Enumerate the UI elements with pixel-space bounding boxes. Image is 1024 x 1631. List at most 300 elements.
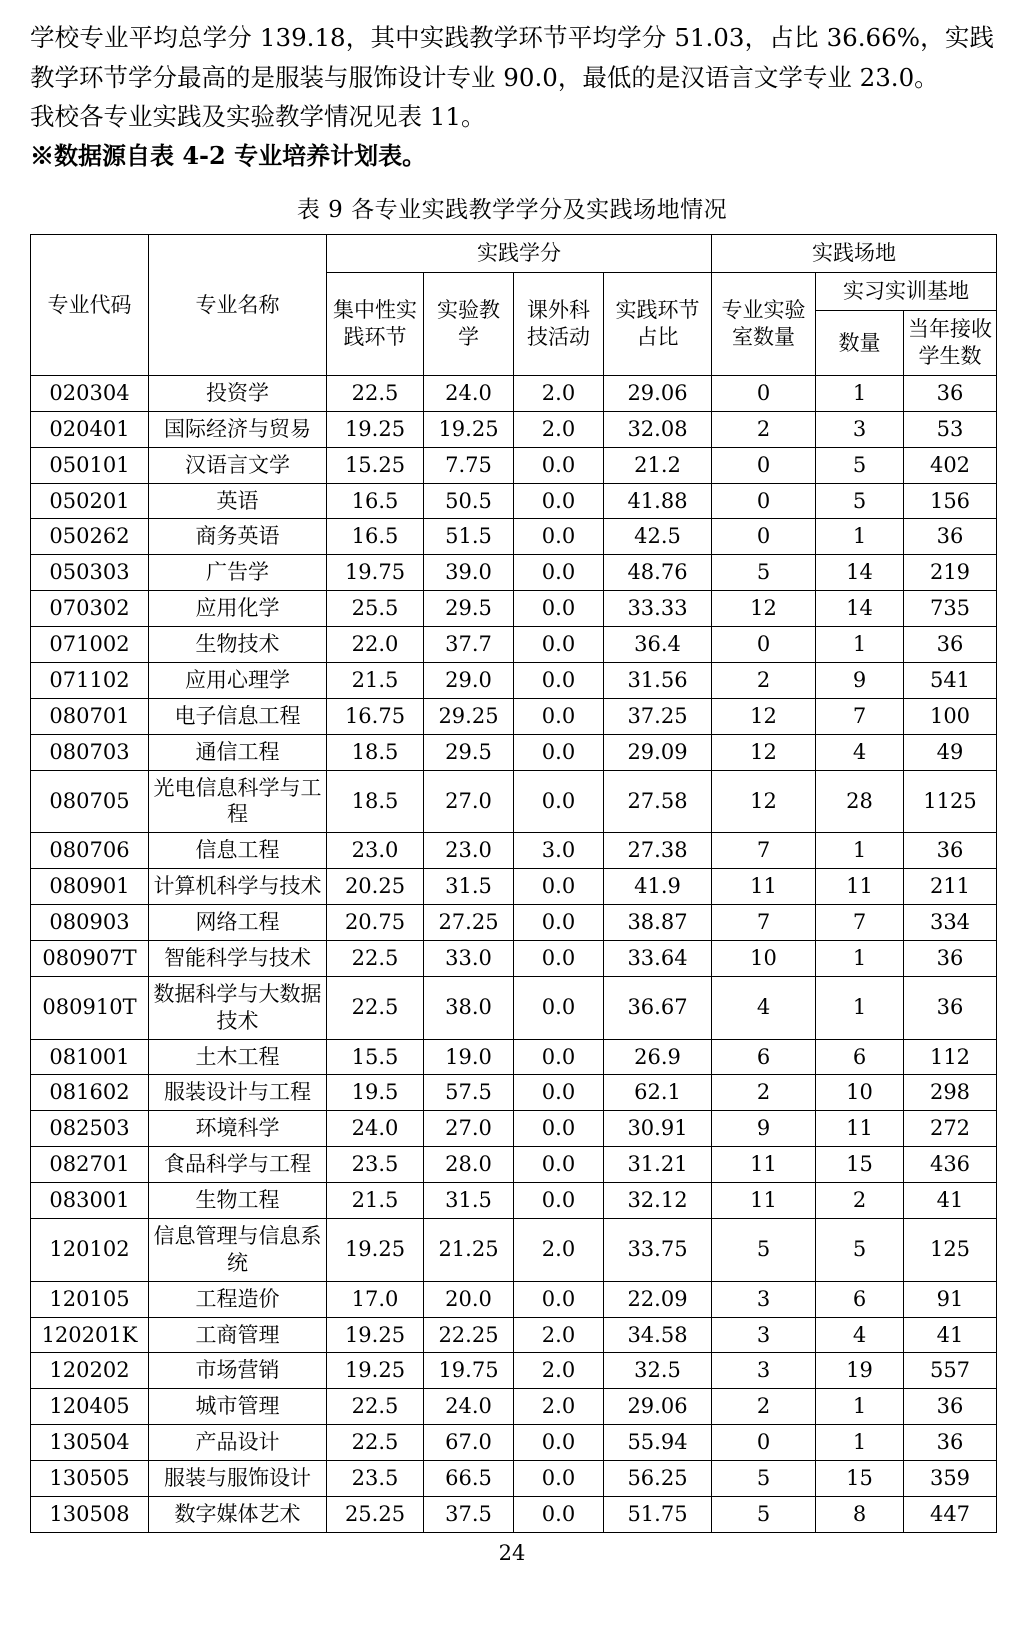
cell-concentrated: 25.5 (327, 591, 424, 627)
cell-extracurricular: 0.0 (514, 627, 604, 663)
header-concentrated: 集中性实践环节 (327, 273, 424, 376)
cell-extracurricular: 0.0 (514, 1496, 604, 1532)
cell-code: 071002 (31, 627, 149, 663)
table-row (31, 770, 997, 833)
cell-name: 电子信息工程 (149, 698, 327, 734)
header-group-practice-venue: 实践场地 (712, 235, 997, 273)
cell-ratio: 29.06 (604, 375, 712, 411)
cell-name: 服装设计与工程 (149, 1075, 327, 1111)
table-row (31, 1147, 997, 1183)
cell-code: 130508 (31, 1496, 149, 1532)
cell-code: 082701 (31, 1147, 149, 1183)
cell-extracurricular: 0.0 (514, 483, 604, 519)
cell-concentrated: 24.0 (327, 1111, 424, 1147)
cell-concentrated: 16.5 (327, 519, 424, 555)
cell-lab-count: 5 (712, 1461, 816, 1497)
cell-code: 080907T (31, 940, 149, 976)
header-lab-count: 专业实验室数量 (712, 273, 816, 376)
cell-base-count: 2 (816, 1183, 904, 1219)
cell-students: 91 (904, 1281, 997, 1317)
table-row (31, 375, 997, 411)
cell-name: 数字媒体艺术 (149, 1496, 327, 1532)
cell-concentrated: 22.0 (327, 627, 424, 663)
cell-name: 信息管理与信息系统 (149, 1218, 327, 1281)
table-row (31, 627, 997, 663)
cell-ratio: 62.1 (604, 1075, 712, 1111)
cell-base-count: 1 (816, 833, 904, 869)
cell-experiment: 31.5 (424, 1183, 514, 1219)
cell-code: 080705 (31, 770, 149, 833)
cell-experiment: 20.0 (424, 1281, 514, 1317)
cell-code: 080903 (31, 905, 149, 941)
cell-concentrated: 25.25 (327, 1496, 424, 1532)
cell-lab-count: 12 (712, 770, 816, 833)
cell-code: 050303 (31, 555, 149, 591)
cell-experiment: 29.5 (424, 734, 514, 770)
cell-extracurricular: 0.0 (514, 447, 604, 483)
cell-name: 土木工程 (149, 1039, 327, 1075)
header-code: 专业代码 (31, 235, 149, 376)
cell-experiment: 24.0 (424, 375, 514, 411)
cell-lab-count: 5 (712, 1496, 816, 1532)
cell-extracurricular: 0.0 (514, 1183, 604, 1219)
cell-concentrated: 18.5 (327, 734, 424, 770)
cell-code: 081602 (31, 1075, 149, 1111)
cell-ratio: 33.64 (604, 940, 712, 976)
table-row (31, 1111, 997, 1147)
paragraph-summary: 学校专业平均总学分 139.18，其中实践教学环节平均学分 51.03，占比 36.66%，实践教学环节学分最高的是服装与服饰设计专业 90.0，最低的是汉语言文学专业 23.0。 (30, 23, 994, 92)
cell-students: 211 (904, 869, 997, 905)
cell-base-count: 6 (816, 1039, 904, 1075)
cell-students: 41 (904, 1317, 997, 1353)
cell-lab-count: 2 (712, 411, 816, 447)
cell-experiment: 24.0 (424, 1389, 514, 1425)
cell-students: 402 (904, 447, 997, 483)
cell-lab-count: 0 (712, 1425, 816, 1461)
cell-concentrated: 16.5 (327, 483, 424, 519)
cell-code: 120202 (31, 1353, 149, 1389)
cell-lab-count: 0 (712, 627, 816, 663)
cell-name: 计算机科学与技术 (149, 869, 327, 905)
cell-concentrated: 19.25 (327, 1317, 424, 1353)
cell-name: 应用化学 (149, 591, 327, 627)
cell-concentrated: 22.5 (327, 976, 424, 1039)
cell-name: 广告学 (149, 555, 327, 591)
cell-base-count: 5 (816, 483, 904, 519)
cell-experiment: 33.0 (424, 940, 514, 976)
cell-students: 334 (904, 905, 997, 941)
table-row (31, 1389, 997, 1425)
practice-teaching-table (30, 234, 997, 1532)
cell-ratio: 32.5 (604, 1353, 712, 1389)
cell-extracurricular: 0.0 (514, 770, 604, 833)
cell-experiment: 22.25 (424, 1317, 514, 1353)
cell-students: 41 (904, 1183, 997, 1219)
cell-ratio: 51.75 (604, 1496, 712, 1532)
cell-ratio: 31.56 (604, 662, 712, 698)
cell-experiment: 51.5 (424, 519, 514, 555)
cell-ratio: 22.09 (604, 1281, 712, 1317)
cell-base-count: 28 (816, 770, 904, 833)
cell-base-count: 6 (816, 1281, 904, 1317)
cell-concentrated: 16.75 (327, 698, 424, 734)
cell-code: 050201 (31, 483, 149, 519)
cell-concentrated: 19.25 (327, 1218, 424, 1281)
cell-base-count: 5 (816, 1218, 904, 1281)
cell-code: 020304 (31, 375, 149, 411)
cell-base-count: 14 (816, 555, 904, 591)
cell-students: 36 (904, 375, 997, 411)
cell-code: 120405 (31, 1389, 149, 1425)
cell-extracurricular: 0.0 (514, 976, 604, 1039)
cell-base-count: 14 (816, 591, 904, 627)
cell-base-count: 4 (816, 734, 904, 770)
cell-ratio: 41.9 (604, 869, 712, 905)
cell-ratio: 32.12 (604, 1183, 712, 1219)
cell-students: 36 (904, 627, 997, 663)
cell-name: 数据科学与大数据技术 (149, 976, 327, 1039)
cell-experiment: 27.0 (424, 770, 514, 833)
cell-code: 130505 (31, 1461, 149, 1497)
cell-concentrated: 19.25 (327, 1353, 424, 1389)
table-row (31, 734, 997, 770)
header-name: 专业名称 (149, 235, 327, 376)
table-row (31, 940, 997, 976)
cell-lab-count: 11 (712, 1183, 816, 1219)
header-extracurricular: 课外科技活动 (514, 273, 604, 376)
cell-students: 735 (904, 591, 997, 627)
table-row (31, 976, 997, 1039)
cell-name: 工商管理 (149, 1317, 327, 1353)
cell-extracurricular: 0.0 (514, 940, 604, 976)
cell-base-count: 1 (816, 940, 904, 976)
cell-experiment: 38.0 (424, 976, 514, 1039)
cell-experiment: 57.5 (424, 1075, 514, 1111)
cell-name: 工程造价 (149, 1281, 327, 1317)
cell-lab-count: 12 (712, 591, 816, 627)
cell-ratio: 56.25 (604, 1461, 712, 1497)
cell-lab-count: 12 (712, 698, 816, 734)
table-row (31, 411, 997, 447)
cell-name: 商务英语 (149, 519, 327, 555)
table-row (31, 1218, 997, 1281)
cell-students: 272 (904, 1111, 997, 1147)
cell-students: 219 (904, 555, 997, 591)
cell-experiment: 31.5 (424, 869, 514, 905)
cell-concentrated: 20.75 (327, 905, 424, 941)
cell-name: 食品科学与工程 (149, 1147, 327, 1183)
cell-extracurricular: 0.0 (514, 1281, 604, 1317)
cell-code: 080706 (31, 833, 149, 869)
cell-extracurricular: 0.0 (514, 555, 604, 591)
cell-name: 环境科学 (149, 1111, 327, 1147)
cell-students: 125 (904, 1218, 997, 1281)
table-row (31, 1183, 997, 1219)
cell-base-count: 9 (816, 662, 904, 698)
cell-base-count: 10 (816, 1075, 904, 1111)
cell-extracurricular: 0.0 (514, 905, 604, 941)
table-body (31, 375, 997, 1532)
cell-ratio: 33.75 (604, 1218, 712, 1281)
cell-name: 生物技术 (149, 627, 327, 663)
cell-concentrated: 23.5 (327, 1147, 424, 1183)
cell-extracurricular: 2.0 (514, 1389, 604, 1425)
header-training-base: 实习实训基地 (816, 273, 997, 311)
cell-students: 156 (904, 483, 997, 519)
cell-base-count: 1 (816, 519, 904, 555)
cell-lab-count: 3 (712, 1353, 816, 1389)
cell-ratio: 38.87 (604, 905, 712, 941)
cell-experiment: 67.0 (424, 1425, 514, 1461)
cell-students: 36 (904, 1389, 997, 1425)
cell-concentrated: 18.5 (327, 770, 424, 833)
cell-code: 082503 (31, 1111, 149, 1147)
cell-base-count: 5 (816, 447, 904, 483)
cell-extracurricular: 0.0 (514, 591, 604, 627)
cell-extracurricular: 0.0 (514, 1039, 604, 1075)
cell-lab-count: 3 (712, 1281, 816, 1317)
cell-experiment: 21.25 (424, 1218, 514, 1281)
cell-base-count: 1 (816, 1425, 904, 1461)
paragraph-source-note: ※数据源自表 4-2 专业培养计划表。 (30, 141, 427, 171)
cell-extracurricular: 2.0 (514, 1218, 604, 1281)
cell-code: 070302 (31, 591, 149, 627)
cell-lab-count: 9 (712, 1111, 816, 1147)
page-number: 24 (498, 1540, 526, 1565)
paragraph-reference: 我校各专业实践及实验教学情况见表 11。 (30, 102, 486, 132)
cell-concentrated: 23.5 (327, 1461, 424, 1497)
cell-students: 36 (904, 519, 997, 555)
cell-concentrated: 19.5 (327, 1075, 424, 1111)
cell-students: 447 (904, 1496, 997, 1532)
cell-code: 080910T (31, 976, 149, 1039)
cell-name: 光电信息科学与工程 (149, 770, 327, 833)
table-row (31, 447, 997, 483)
header-group-practice-credits: 实践学分 (327, 235, 712, 273)
cell-base-count: 11 (816, 1111, 904, 1147)
table-row (31, 1039, 997, 1075)
cell-lab-count: 4 (712, 976, 816, 1039)
cell-students: 36 (904, 833, 997, 869)
cell-lab-count: 0 (712, 375, 816, 411)
cell-ratio: 27.58 (604, 770, 712, 833)
cell-experiment: 29.25 (424, 698, 514, 734)
cell-base-count: 11 (816, 869, 904, 905)
cell-lab-count: 6 (712, 1039, 816, 1075)
cell-extracurricular: 0.0 (514, 734, 604, 770)
cell-extracurricular: 0.0 (514, 698, 604, 734)
cell-students: 541 (904, 662, 997, 698)
cell-name: 智能科学与技术 (149, 940, 327, 976)
cell-extracurricular: 2.0 (514, 1317, 604, 1353)
cell-base-count: 3 (816, 411, 904, 447)
cell-code: 120102 (31, 1218, 149, 1281)
cell-students: 49 (904, 734, 997, 770)
table-row (31, 698, 997, 734)
cell-students: 36 (904, 976, 997, 1039)
cell-students: 1125 (904, 770, 997, 833)
table-row (31, 869, 997, 905)
cell-experiment: 37.5 (424, 1496, 514, 1532)
cell-extracurricular: 0.0 (514, 869, 604, 905)
cell-base-count: 1 (816, 375, 904, 411)
cell-name: 通信工程 (149, 734, 327, 770)
cell-concentrated: 21.5 (327, 662, 424, 698)
table-row (31, 1461, 997, 1497)
cell-lab-count: 2 (712, 1075, 816, 1111)
header-base-count: 数量 (816, 311, 904, 376)
table-row (31, 555, 997, 591)
cell-name: 生物工程 (149, 1183, 327, 1219)
cell-base-count: 1 (816, 976, 904, 1039)
cell-code: 130504 (31, 1425, 149, 1461)
cell-extracurricular: 2.0 (514, 375, 604, 411)
cell-experiment: 27.25 (424, 905, 514, 941)
cell-ratio: 36.67 (604, 976, 712, 1039)
cell-concentrated: 15.5 (327, 1039, 424, 1075)
cell-lab-count: 2 (712, 662, 816, 698)
cell-code: 080901 (31, 869, 149, 905)
cell-base-count: 19 (816, 1353, 904, 1389)
table-row (31, 833, 997, 869)
cell-ratio: 33.33 (604, 591, 712, 627)
cell-ratio: 48.76 (604, 555, 712, 591)
cell-concentrated: 21.5 (327, 1183, 424, 1219)
cell-students: 112 (904, 1039, 997, 1075)
header-experiment: 实验教学 (424, 273, 514, 376)
cell-ratio: 32.08 (604, 411, 712, 447)
cell-ratio: 29.06 (604, 1389, 712, 1425)
cell-lab-count: 0 (712, 447, 816, 483)
cell-name: 服装与服饰设计 (149, 1461, 327, 1497)
cell-code: 120105 (31, 1281, 149, 1317)
table-row (31, 591, 997, 627)
table-row (31, 1496, 997, 1532)
cell-ratio: 27.38 (604, 833, 712, 869)
cell-concentrated: 19.25 (327, 411, 424, 447)
cell-extracurricular: 3.0 (514, 833, 604, 869)
cell-extracurricular: 0.0 (514, 519, 604, 555)
cell-ratio: 30.91 (604, 1111, 712, 1147)
cell-concentrated: 22.5 (327, 1425, 424, 1461)
cell-experiment: 29.5 (424, 591, 514, 627)
cell-extracurricular: 0.0 (514, 1147, 604, 1183)
cell-extracurricular: 0.0 (514, 1461, 604, 1497)
cell-concentrated: 22.5 (327, 1389, 424, 1425)
cell-base-count: 1 (816, 627, 904, 663)
cell-code: 071102 (31, 662, 149, 698)
cell-experiment: 7.75 (424, 447, 514, 483)
cell-base-count: 4 (816, 1317, 904, 1353)
cell-experiment: 19.0 (424, 1039, 514, 1075)
cell-base-count: 15 (816, 1461, 904, 1497)
cell-ratio: 36.4 (604, 627, 712, 663)
cell-experiment: 27.0 (424, 1111, 514, 1147)
cell-lab-count: 10 (712, 940, 816, 976)
cell-ratio: 26.9 (604, 1039, 712, 1075)
cell-lab-count: 5 (712, 555, 816, 591)
cell-code: 050262 (31, 519, 149, 555)
table-row (31, 662, 997, 698)
cell-name: 市场营销 (149, 1353, 327, 1389)
table-row (31, 1425, 997, 1461)
table-row (31, 905, 997, 941)
cell-concentrated: 17.0 (327, 1281, 424, 1317)
cell-experiment: 37.7 (424, 627, 514, 663)
cell-lab-count: 11 (712, 1147, 816, 1183)
cell-students: 53 (904, 411, 997, 447)
cell-extracurricular: 0.0 (514, 1111, 604, 1147)
table-header (31, 235, 997, 376)
header-students: 当年接收学生数 (904, 311, 997, 376)
table-caption: 表 9 各专业实践教学学分及实践场地情况 (296, 197, 728, 224)
cell-name: 英语 (149, 483, 327, 519)
cell-ratio: 29.09 (604, 734, 712, 770)
cell-lab-count: 0 (712, 483, 816, 519)
cell-ratio: 42.5 (604, 519, 712, 555)
cell-students: 100 (904, 698, 997, 734)
cell-name: 产品设计 (149, 1425, 327, 1461)
cell-concentrated: 22.5 (327, 940, 424, 976)
cell-base-count: 1 (816, 1389, 904, 1425)
cell-lab-count: 0 (712, 519, 816, 555)
header-ratio: 实践环节占比 (604, 273, 712, 376)
cell-experiment: 23.0 (424, 833, 514, 869)
cell-extracurricular: 0.0 (514, 1075, 604, 1111)
cell-students: 36 (904, 1425, 997, 1461)
cell-extracurricular: 0.0 (514, 662, 604, 698)
table-row (31, 1353, 997, 1389)
cell-ratio: 21.2 (604, 447, 712, 483)
cell-concentrated: 19.75 (327, 555, 424, 591)
cell-code: 020401 (31, 411, 149, 447)
table-header-row-1 (31, 235, 997, 273)
cell-lab-count: 7 (712, 833, 816, 869)
cell-code: 081001 (31, 1039, 149, 1075)
cell-students: 298 (904, 1075, 997, 1111)
cell-students: 436 (904, 1147, 997, 1183)
table-row (31, 1075, 997, 1111)
cell-extracurricular: 2.0 (514, 411, 604, 447)
cell-lab-count: 3 (712, 1317, 816, 1353)
cell-name: 国际经济与贸易 (149, 411, 327, 447)
cell-base-count: 7 (816, 905, 904, 941)
cell-ratio: 41.88 (604, 483, 712, 519)
cell-ratio: 34.58 (604, 1317, 712, 1353)
cell-code: 080701 (31, 698, 149, 734)
cell-code: 050101 (31, 447, 149, 483)
cell-base-count: 8 (816, 1496, 904, 1532)
table-row (31, 1317, 997, 1353)
cell-students: 557 (904, 1353, 997, 1389)
cell-name: 城市管理 (149, 1389, 327, 1425)
cell-lab-count: 2 (712, 1389, 816, 1425)
cell-concentrated: 20.25 (327, 869, 424, 905)
cell-name: 投资学 (149, 375, 327, 411)
cell-lab-count: 7 (712, 905, 816, 941)
cell-name: 信息工程 (149, 833, 327, 869)
cell-base-count: 15 (816, 1147, 904, 1183)
cell-code: 080703 (31, 734, 149, 770)
cell-students: 36 (904, 940, 997, 976)
cell-experiment: 29.0 (424, 662, 514, 698)
table-row (31, 519, 997, 555)
cell-experiment: 66.5 (424, 1461, 514, 1497)
cell-lab-count: 12 (712, 734, 816, 770)
cell-experiment: 50.5 (424, 483, 514, 519)
cell-concentrated: 22.5 (327, 375, 424, 411)
cell-ratio: 37.25 (604, 698, 712, 734)
